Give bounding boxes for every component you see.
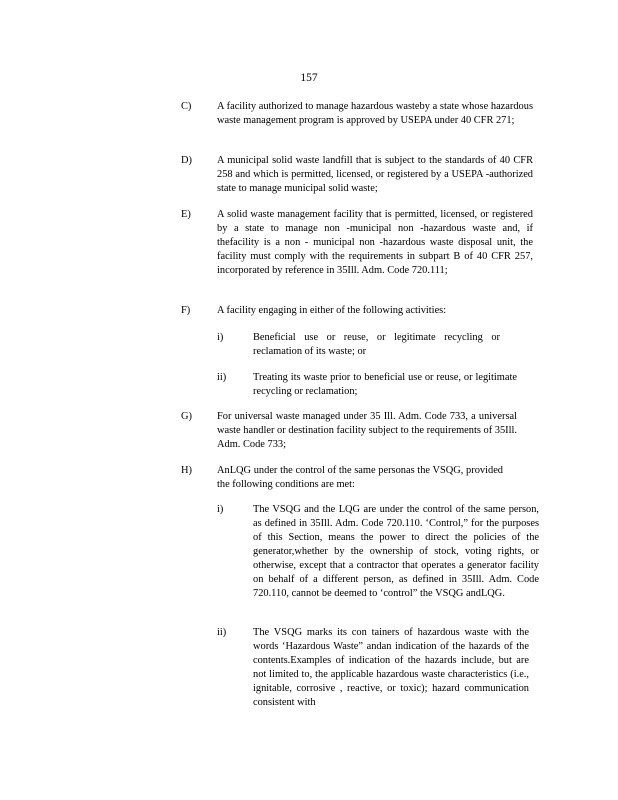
- item-letter: F): [181, 305, 191, 316]
- sub-item-f-ii: [217, 371, 517, 399]
- item-letter: H): [181, 465, 192, 476]
- list-item-h: [181, 464, 503, 492]
- sub-item-h-ii: [217, 626, 529, 710]
- list-item-f: [181, 304, 533, 318]
- item-text: A solid waste management facility that is permitted, licensed, or registered by a state to manage non -municipal non -hazardous waste and, if thefacility is a non - municipal non -hazardous waste disposal unit, the facility must comply with the requirements in subpart B of 40 CFR 257, incorporated by reference in 35Ill. Adm. Code 720.111;: [217, 209, 533, 276]
- item-text: A facility authorized to manage hazardous wasteby a state whose hazardous waste management program is approved by USEPA under 40 CFR 271;: [217, 101, 533, 126]
- item-letter: D): [181, 155, 192, 166]
- page-number: 157: [300, 72, 318, 84]
- item-text: AnLQG under the control of the same personas the VSQG, provided the following conditions are met:: [217, 465, 503, 490]
- sub-item-letter: i): [217, 504, 224, 515]
- sub-item-letter: ii): [217, 627, 227, 638]
- item-letter: G): [181, 411, 192, 422]
- sub-item-text: The VSQG marks its con tainers of hazardous waste with the words ‘Hazardous Waste” andan indication of the hazards of the contents.Examples of indication of the hazards include, but are not limited to, the applicable hazardous waste characteristics (i.e., ignitable, corrosive , reactive, or toxic); hazard communication consistent with: [253, 627, 529, 708]
- sub-item-text: The VSQG and the LQG are under the control of the same person, as defined in 35Ill. Adm. Code 720.110. ‘Control,” for the purposes of this Section, means the power to direct the policies of the generator,whether by the ownership of stock, voting rights, or otherwise, except that a contractor that operates a generator facility on behalf of a different person, as defined in 35Ill. Adm. Code 720.110, cannot be deemed to ‘control” the VSQG andLQG.: [253, 504, 539, 599]
- item-letter: E): [181, 209, 191, 220]
- item-letter: C): [181, 101, 192, 112]
- sub-item-letter: ii): [217, 372, 227, 383]
- sub-item-text: Beneficial use or reuse, or legitimate recycling or reclamation of its waste; or: [253, 332, 500, 357]
- list-item-e: [181, 208, 533, 278]
- item-text: A facility engaging in either of the following activities:: [217, 305, 447, 316]
- sub-item-text: Treating its waste prior to beneficial use or reuse, or legitimate recycling or reclamation;: [253, 372, 517, 397]
- list-item-d: [181, 154, 533, 196]
- sub-item-letter: i): [217, 332, 224, 343]
- list-item-c: [181, 100, 533, 128]
- sub-item-h-i: [217, 503, 539, 601]
- list-item-g: [181, 410, 517, 452]
- sub-item-f-i: [217, 331, 500, 359]
- item-text: A municipal solid waste landfill that is subject to the standards of 40 CFR 258 and which is permitted, licensed, or registered by a USEPA -authorized state to manage municipal solid waste;: [217, 155, 533, 194]
- item-text: For universal waste managed under 35 Ill. Adm. Code 733, a universal waste handler or destination facility subject to the requirements of 35Ill. Adm. Code 733;: [217, 411, 517, 450]
